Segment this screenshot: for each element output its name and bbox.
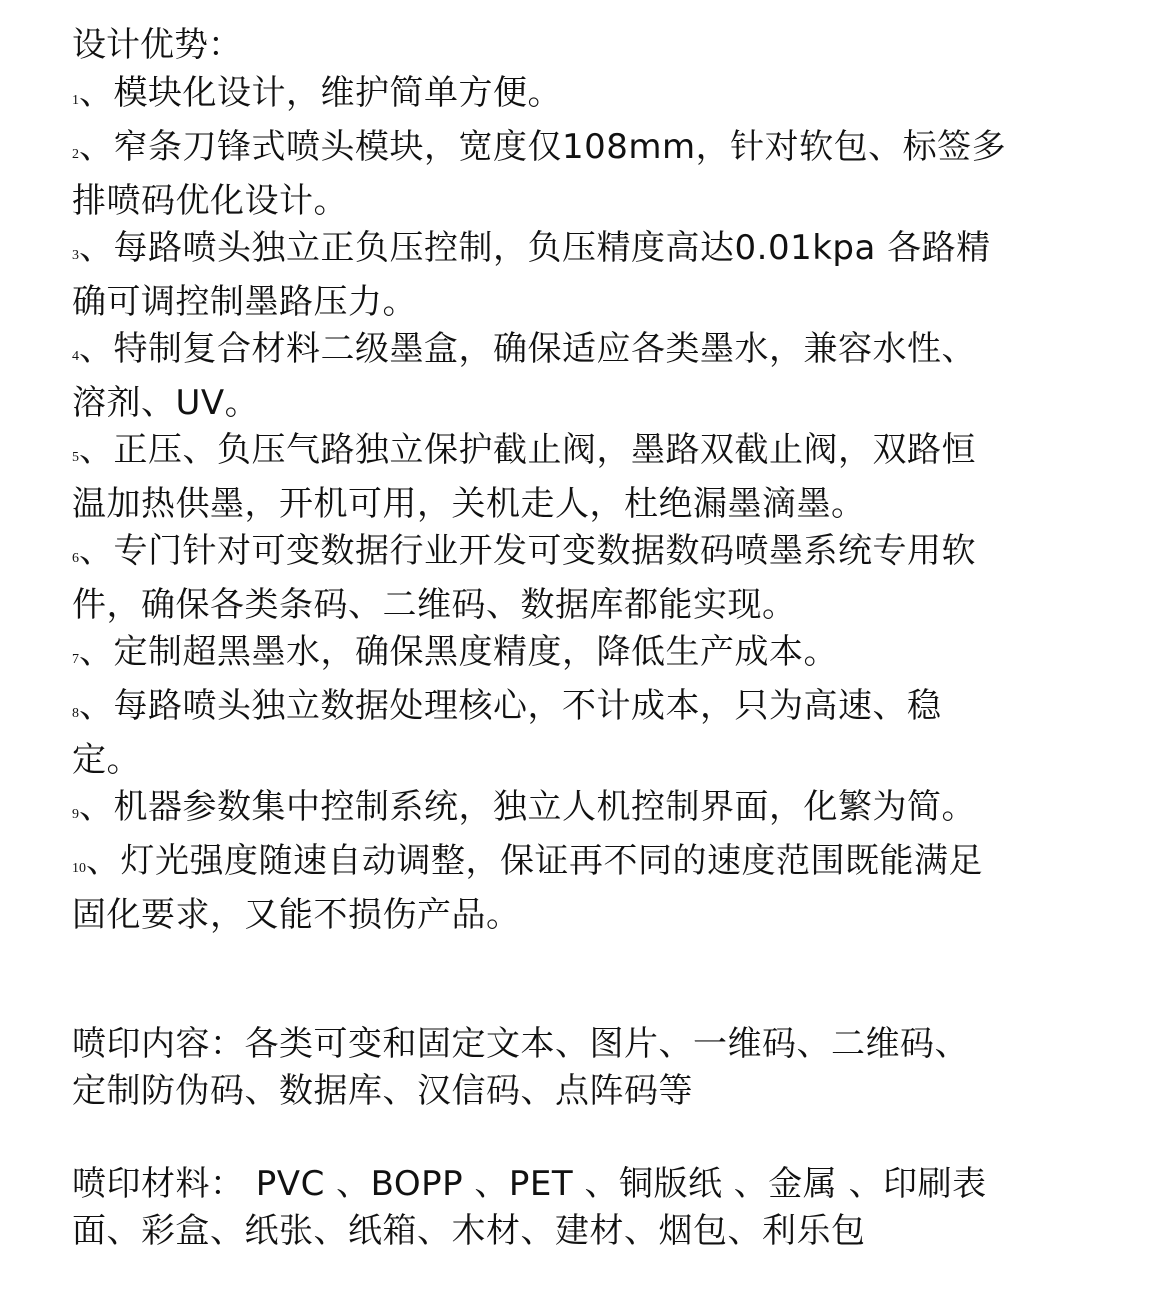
item-text: 、每路喷头独立数据处理核心，不计成本，只为高速、稳 (79, 686, 942, 726)
advantage-item-3 (72, 225, 1112, 326)
print-content-line-1: 喷印内容：各类可变和固定文本、图片、一维码、二维码、 (72, 1024, 969, 1064)
item-number: 10 (72, 861, 86, 876)
print-content-section (72, 1021, 1112, 1115)
document-body (72, 20, 1112, 1255)
item-text: 、特制复合材料二级墨盒，确保适应各类墨水，兼容水性、 (79, 329, 976, 369)
print-content-line-2: 定制防伪码、数据库、汉信码、点阵码等 (72, 1071, 693, 1111)
item-text-continued: 件，确保各类条码、二维码、数据库都能实现。 (72, 585, 797, 625)
print-materials-line-2: 面、彩盒、纸张、纸箱、木材、建材、烟包、利乐包 (72, 1211, 866, 1251)
advantage-item-1 (72, 70, 1112, 124)
print-materials-section (72, 1161, 1112, 1255)
advantage-item-5 (72, 427, 1112, 528)
item-text-continued: 确可调控制墨路压力。 (72, 282, 417, 322)
item-text-continued: 温加热供墨，开机可用，关机走人，杜绝漏墨滴墨。 (72, 484, 866, 524)
item-text-continued: 固化要求，又能不损伤产品。 (72, 895, 521, 935)
print-materials-line-1: 喷印材料： PVC 、BOPP 、PET 、铜版纸 、金属 、印刷表 (72, 1164, 987, 1204)
advantage-item-9 (72, 784, 1112, 838)
item-text: 、模块化设计，维护简单方便。 (79, 73, 562, 113)
item-text: 、定制超黑墨水，确保黑度精度，降低生产成本。 (79, 632, 838, 672)
advantage-item-10 (72, 838, 1112, 939)
item-text: 、专门针对可变数据行业开发可变数据数码喷墨系统专用软 (79, 531, 976, 571)
item-text: 、机器参数集中控制系统，独立人机控制界面，化繁为简。 (79, 787, 976, 827)
advantages-list (72, 70, 1112, 939)
item-number: 3 (72, 248, 79, 263)
item-number: 5 (72, 450, 79, 465)
item-text: 、正压、负压气路独立保护截止阀，墨路双截止阀，双路恒 (79, 430, 976, 470)
item-text-continued: 溶剂、UV。 (72, 383, 260, 423)
advantage-item-4 (72, 326, 1112, 427)
advantage-item-8 (72, 683, 1112, 784)
item-number: 9 (72, 807, 79, 822)
advantages-heading: 设计优势： (72, 25, 242, 65)
item-text-continued: 定。 (72, 740, 141, 780)
item-text: 、每路喷头独立正负压控制，负压精度高达0.01kpa 各路精 (79, 228, 991, 268)
item-text-continued: 排喷码优化设计。 (72, 181, 348, 221)
item-text: 、灯光强度随速自动调整，保证再不同的速度范围既能满足 (86, 841, 983, 881)
item-text: 、窄条刀锋式喷头模块，宽度仅108mm，针对软包、标签多 (79, 127, 1007, 167)
item-number: 2 (72, 147, 79, 162)
item-number: 4 (72, 349, 79, 364)
item-number: 7 (72, 652, 79, 667)
item-number: 6 (72, 551, 79, 566)
item-number: 1 (72, 93, 79, 108)
item-number: 8 (72, 706, 79, 721)
advantage-item-6 (72, 528, 1112, 629)
advantage-item-2 (72, 124, 1112, 225)
advantage-item-7 (72, 629, 1112, 683)
